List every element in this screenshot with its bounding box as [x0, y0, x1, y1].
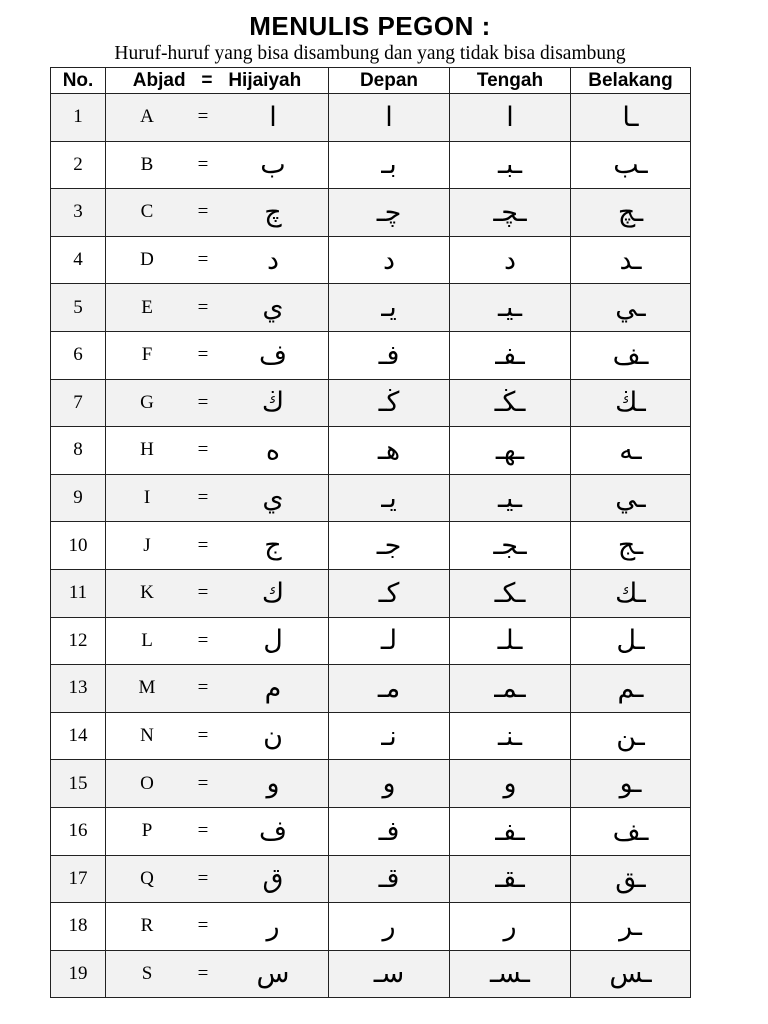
tengah-form: ـجـ: [450, 522, 571, 570]
belakang-form: ـف: [571, 331, 691, 379]
header-abjad-hijaiyah: Abjad = Hijaiyah: [106, 68, 329, 94]
depan-form: و: [329, 760, 450, 808]
depan-form: لـ: [329, 617, 450, 665]
depan-form: يـ: [329, 284, 450, 332]
belakang-form: ـر: [571, 903, 691, 951]
header-tengah: Tengah: [450, 68, 571, 94]
hijaiyah-letter: د: [266, 244, 280, 276]
equals-sign: =: [197, 915, 209, 937]
belakang-form: ـج: [571, 522, 691, 570]
table-row: [51, 379, 691, 427]
header-belakang: Belakang: [571, 68, 691, 94]
latin-letter: H: [140, 439, 154, 461]
belakang-form: ـب: [571, 141, 691, 189]
depan-form: ڬـ: [329, 379, 450, 427]
belakang-form: ـچ: [571, 189, 691, 237]
tengah-form: ـكـ: [450, 569, 571, 617]
table-row: [51, 331, 691, 379]
belakang-form: ـم: [571, 665, 691, 713]
table-row: [51, 855, 691, 903]
tengah-form: ـيـ: [450, 284, 571, 332]
abjad-hijaiyah-cell: [106, 236, 329, 284]
equals-sign: =: [197, 820, 209, 842]
hijaiyah-letter: ف: [259, 339, 287, 371]
tengah-form: ر: [450, 903, 571, 951]
tengah-form: ـهـ: [450, 427, 571, 475]
depan-form: مـ: [329, 665, 450, 713]
row-number: 2: [51, 141, 106, 189]
abjad-hijaiyah-group: [106, 94, 328, 141]
equals-sign: =: [197, 439, 209, 461]
abjad-hijaiyah-group: [106, 713, 328, 760]
table-row: [51, 141, 691, 189]
pegon-table: [50, 67, 691, 998]
belakang-form: ـه: [571, 427, 691, 475]
abjad-hijaiyah-cell: [106, 760, 329, 808]
hijaiyah-letter: ب: [260, 149, 286, 181]
abjad-hijaiyah-cell: [106, 474, 329, 522]
table-row: [51, 94, 691, 142]
equals-sign: =: [197, 725, 209, 747]
table-body: [51, 94, 691, 998]
equals-sign: =: [197, 106, 209, 128]
row-number: 6: [51, 331, 106, 379]
latin-letter: F: [141, 344, 153, 366]
latin-letter: E: [141, 296, 153, 318]
header-no: No.: [51, 68, 106, 94]
row-number: 19: [51, 950, 106, 998]
header-depan: Depan: [329, 68, 450, 94]
table-row: [51, 617, 691, 665]
belakang-form: ـڬ: [571, 379, 691, 427]
table-row: [51, 427, 691, 475]
abjad-hijaiyah-cell: [106, 331, 329, 379]
abjad-hijaiyah-group: [106, 951, 328, 998]
abjad-hijaiyah-group: [106, 380, 328, 427]
tengah-form: د: [450, 236, 571, 284]
table-row: [51, 189, 691, 237]
row-number: 10: [51, 522, 106, 570]
hijaiyah-letter: م: [264, 672, 282, 704]
tengah-form: ـيـ: [450, 474, 571, 522]
abjad-hijaiyah-group: [106, 856, 328, 903]
latin-letter: R: [140, 915, 154, 937]
abjad-hijaiyah-group: [106, 189, 328, 236]
table-row: [51, 284, 691, 332]
equals-sign: =: [197, 344, 209, 366]
latin-letter: K: [140, 582, 154, 604]
abjad-hijaiyah-cell: [106, 569, 329, 617]
abjad-hijaiyah-cell: [106, 712, 329, 760]
tengah-form: ـمـ: [450, 665, 571, 713]
belakang-form: ـن: [571, 712, 691, 760]
hijaiyah-letter: ي: [262, 292, 284, 324]
equals-sign: =: [197, 201, 209, 223]
row-number: 14: [51, 712, 106, 760]
hijaiyah-letter: ڬ: [261, 387, 285, 419]
tengah-form: ا: [450, 94, 571, 142]
tengah-form: ـلـ: [450, 617, 571, 665]
table-row: [51, 665, 691, 713]
table-row: [51, 569, 691, 617]
abjad-hijaiyah-cell: [106, 189, 329, 237]
abjad-hijaiyah-cell: [106, 379, 329, 427]
tengah-form: ـچـ: [450, 189, 571, 237]
latin-letter: L: [141, 629, 153, 651]
page-subtitle: Huruf-huruf yang bisa disambung dan yang tidak bisa disambung: [114, 43, 626, 64]
belakang-form: ـد: [571, 236, 691, 284]
row-number: 3: [51, 189, 106, 237]
equals-sign: =: [197, 772, 209, 794]
depan-form: بـ: [329, 141, 450, 189]
latin-letter: P: [141, 820, 153, 842]
equals-sign: =: [197, 629, 209, 651]
tengah-form: ـقـ: [450, 855, 571, 903]
abjad-hijaiyah-cell: [106, 141, 329, 189]
tengah-form: ـنـ: [450, 712, 571, 760]
hijaiyah-letter: ل: [263, 625, 283, 657]
tengah-form: ـسـ: [450, 950, 571, 998]
abjad-hijaiyah-cell: [106, 427, 329, 475]
equals-sign: =: [197, 487, 209, 509]
latin-letter: B: [140, 153, 154, 175]
belakang-form: ـل: [571, 617, 691, 665]
equals-sign: =: [197, 249, 209, 271]
abjad-hijaiyah-cell: [106, 665, 329, 713]
hijaiyah-letter: س: [256, 958, 290, 990]
abjad-hijaiyah-group: [106, 618, 328, 665]
depan-form: ا: [329, 94, 450, 142]
latin-letter: G: [140, 391, 154, 413]
abjad-hijaiyah-group: [106, 522, 328, 569]
table-row: [51, 236, 691, 284]
latin-letter: D: [140, 249, 154, 271]
row-number: 4: [51, 236, 106, 284]
hijaiyah-letter: ا: [269, 101, 277, 133]
latin-letter: C: [140, 201, 154, 223]
latin-letter: J: [143, 534, 151, 556]
tengah-form: ـبـ: [450, 141, 571, 189]
abjad-hijaiyah-cell: [106, 284, 329, 332]
equals-sign: =: [197, 962, 209, 984]
abjad-hijaiyah-group: [106, 332, 328, 379]
equals-sign: =: [197, 391, 209, 413]
depan-form: نـ: [329, 712, 450, 760]
latin-letter: N: [140, 725, 154, 747]
row-number: 13: [51, 665, 106, 713]
abjad-hijaiyah-group: [106, 237, 328, 284]
hijaiyah-letter: چ: [264, 196, 282, 228]
belakang-form: ـس: [571, 950, 691, 998]
equals-sign: =: [197, 677, 209, 699]
belakang-form: ـو: [571, 760, 691, 808]
depan-form: فـ: [329, 331, 450, 379]
row-number: 12: [51, 617, 106, 665]
abjad-hijaiyah-group: [106, 570, 328, 617]
row-number: 7: [51, 379, 106, 427]
latin-letter: A: [140, 106, 154, 128]
latin-letter: M: [138, 677, 156, 699]
depan-form: يـ: [329, 474, 450, 522]
depan-form: سـ: [329, 950, 450, 998]
depan-form: جـ: [329, 522, 450, 570]
tengah-form: ـڬـ: [450, 379, 571, 427]
depan-form: قـ: [329, 855, 450, 903]
belakang-form: ـك: [571, 569, 691, 617]
belakang-form: ـي: [571, 284, 691, 332]
latin-letter: I: [143, 487, 151, 509]
table-row: [51, 474, 691, 522]
equals-sign: =: [197, 296, 209, 318]
abjad-hijaiyah-group: [106, 903, 328, 950]
belakang-form: ـف: [571, 807, 691, 855]
table-row: [51, 903, 691, 951]
table-row: [51, 760, 691, 808]
hijaiyah-letter: ي: [262, 482, 284, 514]
row-number: 15: [51, 760, 106, 808]
row-number: 17: [51, 855, 106, 903]
belakang-form: ـا: [571, 94, 691, 142]
hijaiyah-letter: ه: [265, 434, 281, 466]
abjad-hijaiyah-group: [106, 284, 328, 331]
belakang-form: ـي: [571, 474, 691, 522]
depan-form: د: [329, 236, 450, 284]
tengah-form: ـفـ: [450, 807, 571, 855]
abjad-hijaiyah-cell: [106, 94, 329, 142]
belakang-form: ـق: [571, 855, 691, 903]
table-header-row: [51, 68, 691, 94]
row-number: 9: [51, 474, 106, 522]
abjad-hijaiyah-cell: [106, 617, 329, 665]
abjad-hijaiyah-cell: [106, 522, 329, 570]
abjad-hijaiyah-group: [106, 665, 328, 712]
row-number: 18: [51, 903, 106, 951]
depan-form: چـ: [329, 189, 450, 237]
abjad-hijaiyah-group: [106, 142, 328, 189]
abjad-hijaiyah-group: [106, 808, 328, 855]
abjad-hijaiyah-cell: [106, 807, 329, 855]
hijaiyah-letter: ق: [262, 863, 284, 895]
table-row: [51, 712, 691, 760]
depan-form: هـ: [329, 427, 450, 475]
hijaiyah-letter: ف: [259, 815, 287, 847]
depan-form: كـ: [329, 569, 450, 617]
abjad-hijaiyah-group: [106, 760, 328, 807]
equals-sign: =: [197, 153, 209, 175]
equals-sign: =: [197, 867, 209, 889]
equals-sign: =: [197, 582, 209, 604]
row-number: 8: [51, 427, 106, 475]
hijaiyah-letter: و: [266, 768, 280, 800]
depan-form: فـ: [329, 807, 450, 855]
table-row: [51, 950, 691, 998]
equals-sign: =: [197, 534, 209, 556]
depan-form: ر: [329, 903, 450, 951]
page-title: MENULIS PEGON :: [249, 11, 491, 41]
latin-letter: Q: [140, 867, 154, 889]
row-number: 16: [51, 807, 106, 855]
table-row: [51, 522, 691, 570]
abjad-hijaiyah-cell: [106, 950, 329, 998]
row-number: 11: [51, 569, 106, 617]
tengah-form: و: [450, 760, 571, 808]
latin-letter: S: [141, 962, 153, 984]
tengah-form: ـفـ: [450, 331, 571, 379]
hijaiyah-letter: ك: [261, 577, 285, 609]
latin-letter: O: [140, 772, 154, 794]
abjad-hijaiyah-group: [106, 427, 328, 474]
row-number: 1: [51, 94, 106, 142]
row-number: 5: [51, 284, 106, 332]
table-row: [51, 807, 691, 855]
abjad-hijaiyah-cell: [106, 855, 329, 903]
hijaiyah-letter: ج: [264, 530, 282, 562]
hijaiyah-letter: ن: [263, 720, 283, 752]
hijaiyah-letter: ر: [266, 910, 280, 942]
abjad-hijaiyah-group: [106, 475, 328, 522]
abjad-hijaiyah-cell: [106, 903, 329, 951]
